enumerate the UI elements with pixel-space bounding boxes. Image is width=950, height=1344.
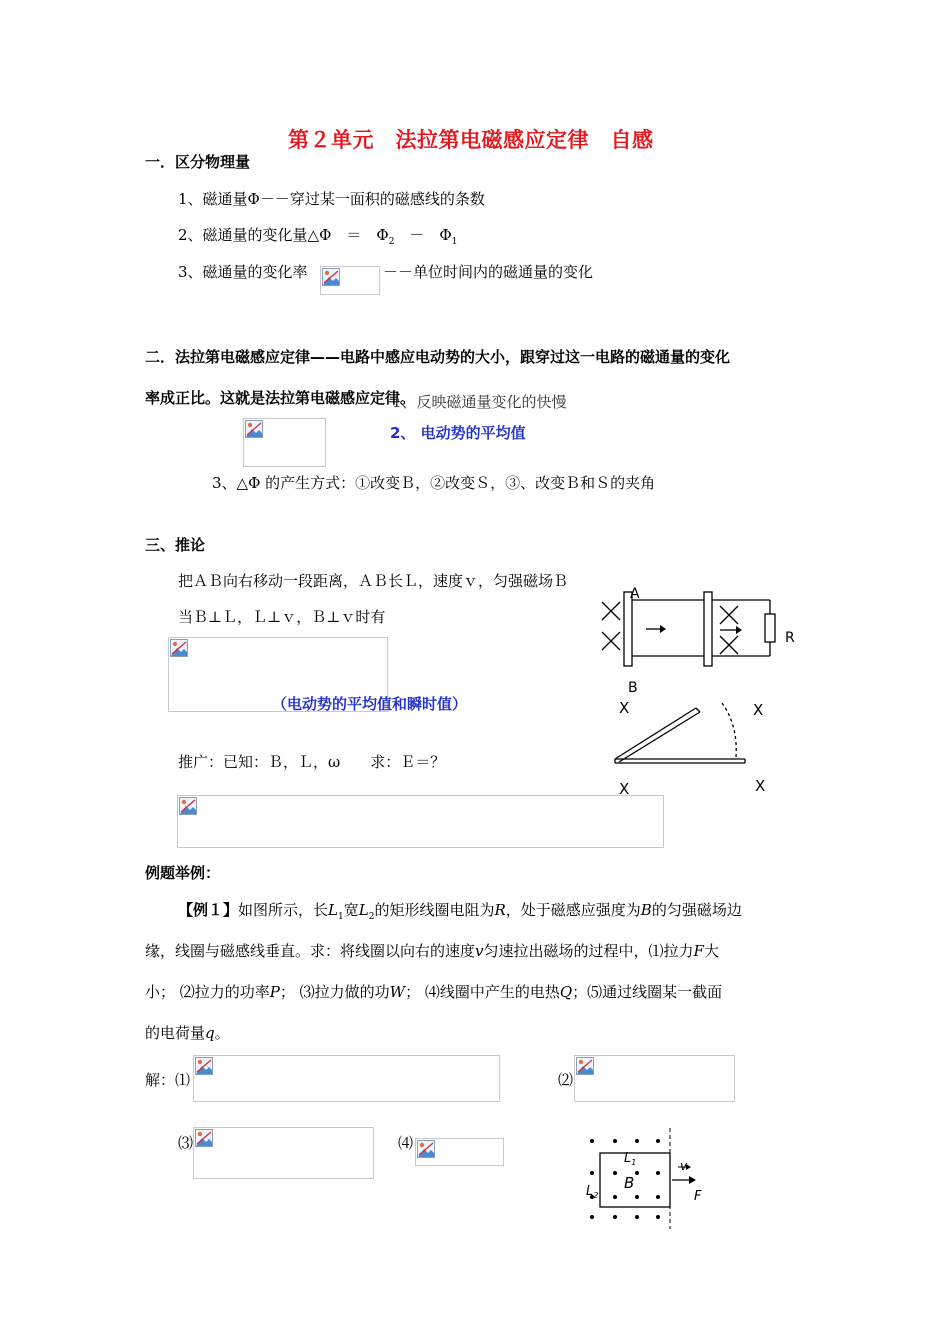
broken-image-icon <box>245 420 263 438</box>
s1-item-3a: 3、磁通量的变化率 <box>178 263 308 281</box>
broken-image-icon <box>195 1129 213 1147</box>
s3-para-1: 把ＡＢ向右移动一段距离，ＡＢ长Ｌ，速度ｖ，匀强磁场Ｂ <box>178 572 569 590</box>
broken-image-icon <box>576 1057 594 1075</box>
s2-item-3: 3、△Φ 的产生方式：①改变Ｂ，②改变Ｓ，③、改变Ｂ和Ｓ的夹角 <box>212 474 656 492</box>
solution-label-1: 解：⑴ <box>145 1071 191 1089</box>
s3-caption: （电动势的平均值和瞬时值） <box>272 695 468 713</box>
coil-field-figure <box>580 1125 720 1230</box>
label-v: v <box>680 1159 688 1173</box>
example-1-line-3: 小； ⑵拉力的功率P； ⑶拉力做的功W； ⑷线圈中产生的电热Q；⑸通过线圈某一截面 <box>145 983 723 1001</box>
broken-image-icon <box>179 797 197 815</box>
s2-item-2: 2、 电动势的平均值 <box>390 424 526 442</box>
s3-para-2: 当Ｂ⊥Ｌ，Ｌ⊥ｖ，Ｂ⊥ｖ时有 <box>178 608 386 626</box>
formula-image-faraday <box>243 418 326 467</box>
label-B: B <box>628 680 638 696</box>
circuit-figure <box>590 580 810 700</box>
section-3-heading: 三、推论 <box>145 536 206 554</box>
broken-image-icon <box>195 1057 213 1075</box>
s2-item-1: 1、反映磁通量变化的快慢 <box>392 393 567 411</box>
broken-image-icon <box>417 1140 435 1158</box>
section-2-line-1: 二．法拉第电磁感应定律——电路中感应电动势的大小，跟穿过这一电路的磁通量的变化 <box>145 348 731 366</box>
svg-text:L1: $L_1$ <box>624 1151 637 1167</box>
solution-image-1 <box>193 1055 500 1102</box>
rotating-rod-figure <box>610 695 780 800</box>
label-R: R <box>785 630 795 646</box>
formula-image-rate <box>320 266 380 295</box>
label-A: A <box>630 586 640 602</box>
formula-image-rotation <box>177 795 664 848</box>
label-L1: L <box>624 1151 632 1166</box>
section-2-line-2: 率成正比。这就是法拉第电磁感应定律。 <box>145 389 416 407</box>
solution-label-4: ⑷ <box>398 1134 414 1152</box>
page-title: 第２单元 法拉第电磁感应定律 自感 <box>288 128 654 152</box>
s1-item-2: 2、磁通量的变化量△Φ ＝ $\Phi_2$ － $\Phi_1$ <box>178 226 458 247</box>
s3-generalize: 推广：已知：Ｂ，Ｌ，ω 求：Ｅ＝？ <box>178 753 446 771</box>
examples-heading: 例题举例： <box>145 864 221 882</box>
x-mark: X <box>619 780 630 798</box>
solution-image-2 <box>574 1055 735 1102</box>
broken-image-icon <box>322 268 340 286</box>
s1-item-3b: －－单位时间内的磁通量的变化 <box>383 263 594 281</box>
solution-label-3: ⑶ <box>178 1134 194 1152</box>
solution-label-2: ⑵ <box>558 1071 574 1089</box>
section-1-heading: 一．区分物理量 <box>145 153 251 171</box>
example-1-line-2: 缘，线圈与磁感线垂直。求：将线圈以向右的速度v匀速拉出磁场的过程中，⑴拉力F大 <box>145 942 719 960</box>
label-F: F <box>694 1189 702 1204</box>
x-mark: X <box>619 699 630 717</box>
label-B-field: B <box>624 1174 635 1192</box>
svg-text:L2: $L_2$ <box>586 1184 599 1200</box>
s1-item-1: 1、磁通量Φ－－穿过某一面积的磁感线的条数 <box>178 190 485 208</box>
solution-image-4 <box>415 1138 504 1166</box>
x-mark: X <box>753 701 764 719</box>
label-L2: L <box>586 1184 594 1199</box>
broken-image-icon <box>170 639 188 657</box>
example-1-line-4: 的电荷量q。 <box>145 1024 230 1042</box>
x-mark: X <box>755 777 766 795</box>
solution-image-3 <box>193 1127 374 1179</box>
example-1-line-1: 【例１】如图所示，长$L_1$宽$L_2$的矩形线圈电阻为R，处于磁感应强度为B的匀强磁场边 <box>178 901 742 922</box>
